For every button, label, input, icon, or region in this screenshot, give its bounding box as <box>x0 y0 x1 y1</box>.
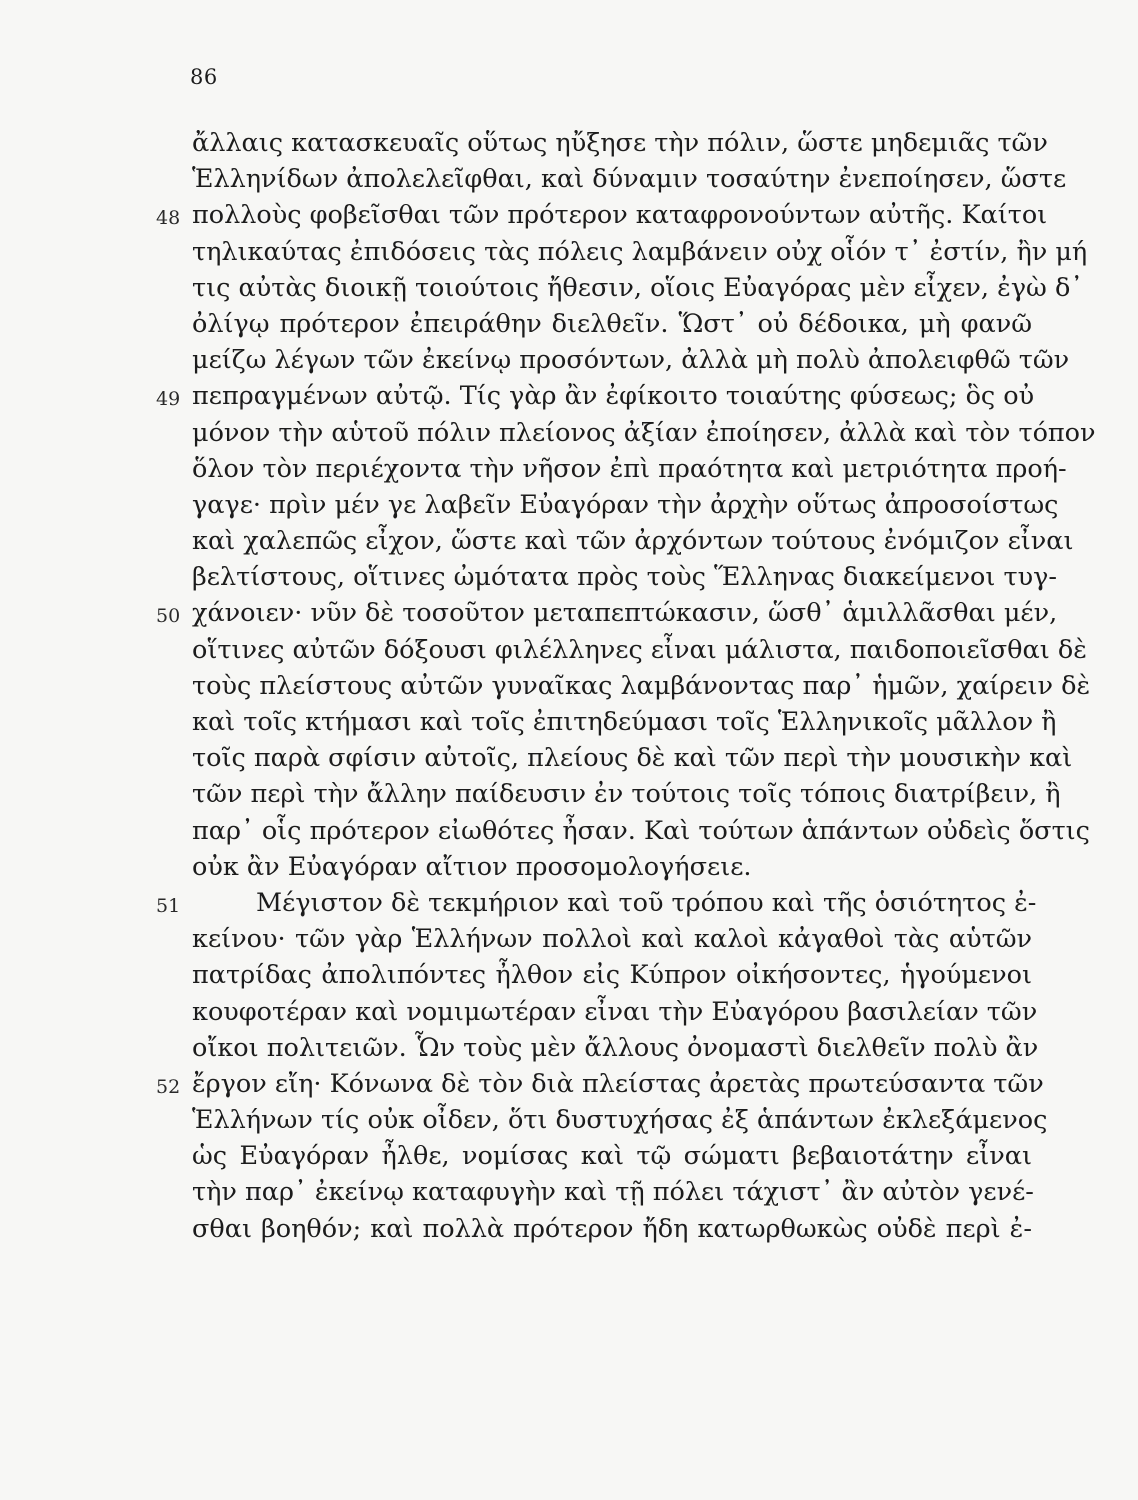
line-text: βελτίστους, οἵτινες ὠμότατα πρὸς τοὺς Ἕλληνας διακείμενοι τυγ- <box>192 562 1057 593</box>
line-text: τις αὐτὰς διοικῇ τοιούτοις ἤθεσιν, οἵοις Εὐαγόρας μὲν εἶχεν, ἐγὼ δ᾽ <box>192 272 1084 303</box>
text-line <box>192 523 1074 559</box>
line-text: τηλικαύτας ἐπιδόσεις τὰς πόλεις λαμβάνειν οὐχ οἷόν τ᾽ ἐστίν, ἢν μή <box>192 236 1088 267</box>
line-text: τὴν παρ᾽ ἐκείνῳ καταφυγὴν καὶ τῇ πόλει τάχιστ᾽ ἂν αὐτὸν γενέ- <box>192 1177 1034 1208</box>
line-text: ἔργον εἴη· Κόνωνα δὲ τὸν διὰ πλείστας ἀρετὰς πρωτεύσαντα τῶν <box>192 1068 1044 1099</box>
text-line <box>192 957 1042 993</box>
line-text: κουφοτέραν καὶ νομιμωτέραν εἶναι τὴν Εὐαγόρου βασιλείαν τῶν <box>192 996 1038 1027</box>
text-line <box>192 849 1042 885</box>
line-text: πατρίδας ἀπολιπόντες ἦλθον εἰς Κύπρον οἰκήσοντες, ἡγούμενοι <box>192 960 1032 991</box>
text-line <box>192 487 1059 523</box>
line-text: χάνοιεν· νῦν δὲ τοσοῦτον μεταπεπτώκασιν, ὥσθ᾽ ἁμιλλᾶσθαι μέν, <box>192 598 1058 629</box>
text-line <box>192 306 1042 342</box>
text-line <box>192 559 1057 595</box>
text-line <box>192 1174 1042 1210</box>
text-line <box>192 415 1096 451</box>
section-number: 51 <box>156 894 181 917</box>
text-line <box>192 1102 1048 1138</box>
text-line <box>192 234 1088 270</box>
line-text: ὅλον τὸν περιέχοντα τὴν νῆσον ἐπὶ πραότητα καὶ μετριότητα προή- <box>192 453 1067 484</box>
line-text: πεπραγμένων αὐτῷ. Τίς γὰρ ἂν ἐφίκοιτο τοιαύτης φύσεως; ὃς οὐ <box>192 381 1035 412</box>
text-line <box>156 197 1048 233</box>
line-text: τοὺς πλείστους αὐτῶν γυναῖκας λαμβάνοντας παρ᾽ ἡμῶν, χαίρειν δὲ <box>192 670 1091 701</box>
line-text: μείζω λέγων τῶν ἐκείνῳ προσόντων, ἀλλὰ μὴ πολὺ ἀπολειφθῶ τῶν <box>192 345 1070 376</box>
text-line <box>192 1138 1042 1174</box>
line-text: Ἑλλήνων τίς οὐκ οἶδεν, ὅτι δυστυχήσας ἐξ ἁπάντων ἐκλεξάμενος <box>192 1105 1048 1136</box>
text-line <box>192 270 1084 306</box>
line-text: ὀλίγῳ πρότερον ἐπειράθην διελθεῖν. Ὥστ᾽ οὐ δέδοικα, μὴ φανῶ <box>192 308 1032 339</box>
line-text: Μέγιστον δὲ τεκμήριον καὶ τοῦ τρόπου καὶ τῆς ὁσιότητος ἐ- <box>256 887 1037 918</box>
text-line <box>192 1211 1042 1247</box>
main-text <box>156 125 1096 1247</box>
section-number: 48 <box>156 207 181 230</box>
text-line <box>192 1030 1042 1066</box>
line-text: ἄλλαις κατασκευαῖς οὕτως ηὔξησε τὴν πόλιν, ὥστε μηδεμιᾶς τῶν <box>192 128 1048 158</box>
text-line <box>192 994 1042 1030</box>
line-text: καὶ τοῖς κτήμασι καὶ τοῖς ἐπιτηδεύμασι τοῖς Ἑλληνικοῖς μᾶλλον ἢ <box>192 707 1057 737</box>
line-text: καὶ χαλεπῶς εἶχον, ὥστε καὶ τῶν ἀρχόντων τούτους ἐνόμιζον εἶναι <box>192 526 1074 557</box>
line-text: οἴκοι πολιτειῶν. Ὧν τοὺς μὲν ἄλλους ὀνομαστὶ διελθεῖν πολὺ ἂν <box>192 1032 1039 1063</box>
text-line <box>192 632 1087 668</box>
text-line <box>156 595 1058 631</box>
text-line <box>192 921 1042 957</box>
text-line <box>192 125 1048 161</box>
line-text: μόνον τὴν αὑτοῦ πόλιν πλείονος ἀξίαν ἐποίησεν, ἀλλὰ καὶ τὸν τόπον <box>192 417 1096 448</box>
line-text: ὡς Εὐαγόραν ἦλθε, νομίσας καὶ τῷ σώματι βεβαιοτάτην εἶναι <box>192 1141 1032 1172</box>
line-text: οἵτινες αὐτῶν δόξουσι φιλέλληνες εἶναι μάλιστα, παιδοποιεῖσθαι δὲ <box>192 634 1087 665</box>
section-number: 50 <box>156 605 181 628</box>
line-text: τῶν περὶ τὴν ἄλλην παίδευσιν ἐν τούτοις τοῖς τόποις διατρίβειν, ἢ <box>192 779 1061 810</box>
text-line <box>192 776 1061 812</box>
line-text: οὐκ ἂν Εὐαγόραν αἴτιον προσομολογήσειε. <box>192 851 752 882</box>
line-text: πολλοὺς φοβεῖσθαι τῶν πρότερον καταφρονούντων αὐτῆς. Καίτοι <box>192 200 1048 231</box>
section-number: 52 <box>156 1075 181 1098</box>
text-line <box>192 451 1067 487</box>
text-line <box>156 885 1042 921</box>
section-number: 49 <box>156 388 181 411</box>
text-line <box>192 668 1091 704</box>
text-line <box>192 161 1067 197</box>
line-text: τοῖς παρὰ σφίσιν αὐτοῖς, πλείους δὲ καὶ τῶν περὶ τὴν μουσικὴν καὶ <box>192 743 1073 774</box>
text-line <box>156 378 1042 414</box>
line-text: σθαι βοηθόν; καὶ πολλὰ πρότερον ἤδη κατωρθωκὼς οὐδὲ περὶ ἐ- <box>192 1213 1032 1244</box>
page-number: 86 <box>190 65 218 89</box>
text-line <box>192 740 1073 776</box>
text-line <box>192 342 1070 378</box>
line-text: κείνου· τῶν γὰρ Ἑλλήνων πολλοὶ καὶ καλοὶ κἀγαθοὶ τὰς αὑτῶν <box>192 924 1032 955</box>
line-text: παρ᾽ οἷς πρότερον εἰωθότες ἦσαν. Καὶ τούτων ἁπάντων οὐδεὶς ὅστις <box>192 815 1090 846</box>
text-line <box>192 813 1090 849</box>
text-line <box>192 704 1057 740</box>
text-line <box>156 1066 1044 1102</box>
line-text: γαγε· πρὶν μέν γε λαβεῖν Εὐαγόραν τὴν ἀρχὴν οὕτως ἀπροσοίστως <box>192 489 1059 520</box>
line-text: Ἑλληνίδων ἀπολελεῖφθαι, καὶ δύναμιν τοσαύτην ἐνεποίησεν, ὥστε <box>192 164 1067 195</box>
